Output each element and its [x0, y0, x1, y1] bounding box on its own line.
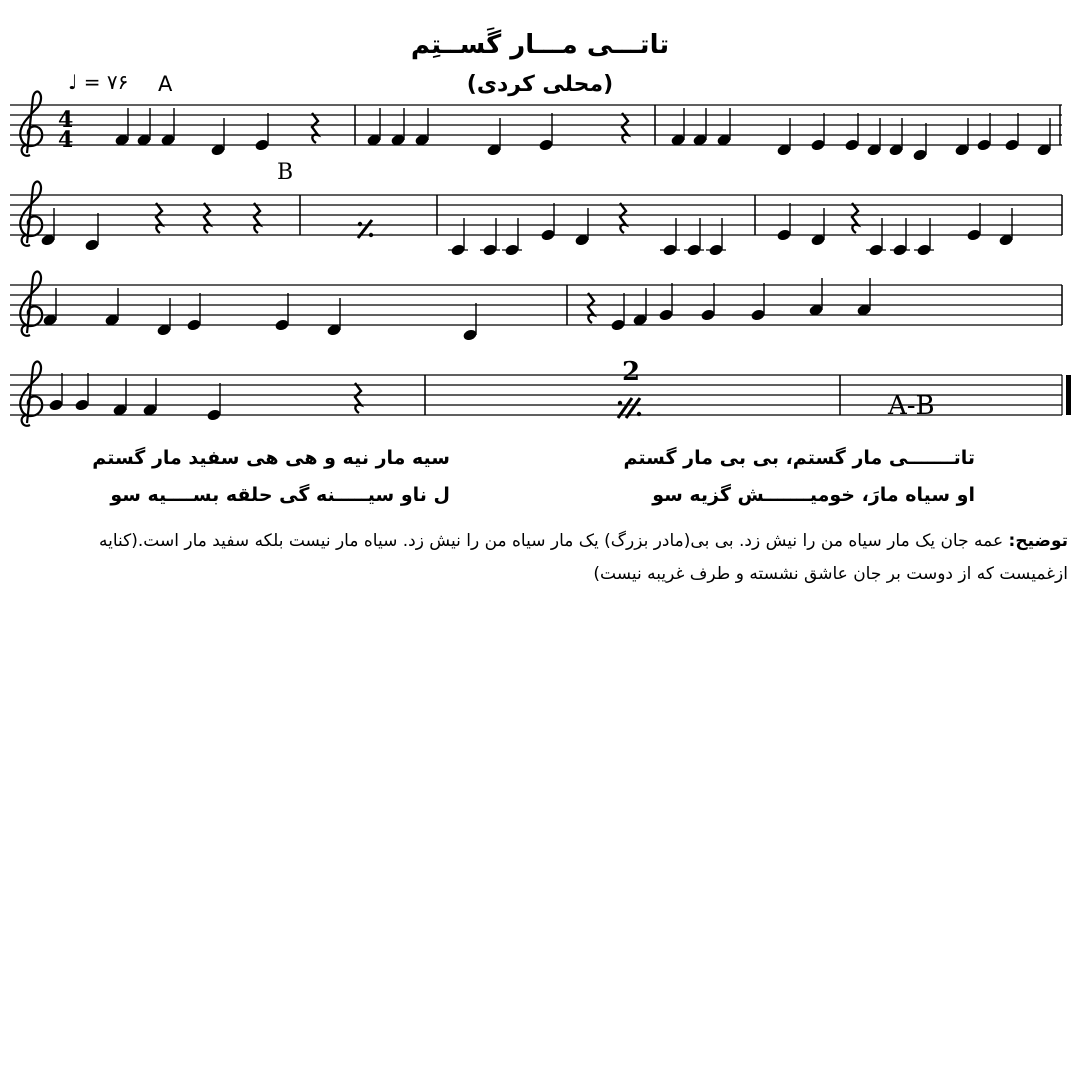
explanation-text: عمه جان یک مار سیاه من را نیش زد. بی بی(مادر بزرگ) یک مار سیاه من را نیش زد. سیاه مار نیست بلکه سفید مار است.(کنایه ازغمیست که از دوست بر جان عاشق نشسته و طرف غریبه نیست) — [99, 531, 1068, 584]
treble-clef-icon — [20, 182, 42, 246]
final-section-label: A-B — [888, 391, 935, 421]
double-measure-repeat-sign — [618, 398, 641, 418]
explanation-paragraph — [78, 525, 1068, 591]
quarter-note-icon: ♩ — [68, 70, 78, 94]
quarter-rest-icon — [254, 203, 260, 233]
quarter-rest-icon — [312, 113, 318, 143]
song-subtitle: (محلی کردی) — [466, 72, 614, 97]
quarter-rest-icon — [355, 383, 361, 413]
treble-clef-icon — [20, 92, 42, 156]
explanation-label: توضیح: — [1008, 531, 1068, 551]
lyric-left-line-2: ل ناو سیـــــنه گی حلقه بســــیه سو — [110, 484, 450, 506]
lyric-right-line-2: او سیاه مارَ، خومیـــــــش گزیه سو — [652, 484, 975, 506]
treble-clef-icon — [20, 362, 42, 426]
lyric-left-line-1: سیه مار نیه و هی هی سفید مار گستم — [92, 447, 450, 469]
sheet-music-score — [0, 0, 1080, 440]
time-signature-bottom: 4 — [58, 127, 74, 153]
quarter-rest-icon — [852, 203, 858, 233]
rehearsal-mark-a: A — [158, 72, 173, 96]
rehearsal-mark-b: B — [277, 160, 294, 185]
repeat-count: 2 — [622, 357, 641, 387]
quarter-rest-icon — [588, 293, 594, 323]
lyric-right-line-1: تاتـــــــی مار گستم، بی بی مار گستم — [623, 447, 975, 469]
quarter-rest-icon — [622, 113, 628, 143]
final-barline-thick — [1066, 375, 1071, 415]
treble-clef-icon — [20, 272, 42, 336]
quarter-rest-icon — [204, 203, 210, 233]
time-signature-top: 4 — [58, 107, 74, 133]
song-title: تاتـــی مـــار گَســتِم — [410, 30, 670, 60]
quarter-rest-icon — [620, 203, 626, 233]
tempo-value: = ۷۶ — [83, 70, 129, 94]
quarter-rest-icon — [156, 203, 162, 233]
